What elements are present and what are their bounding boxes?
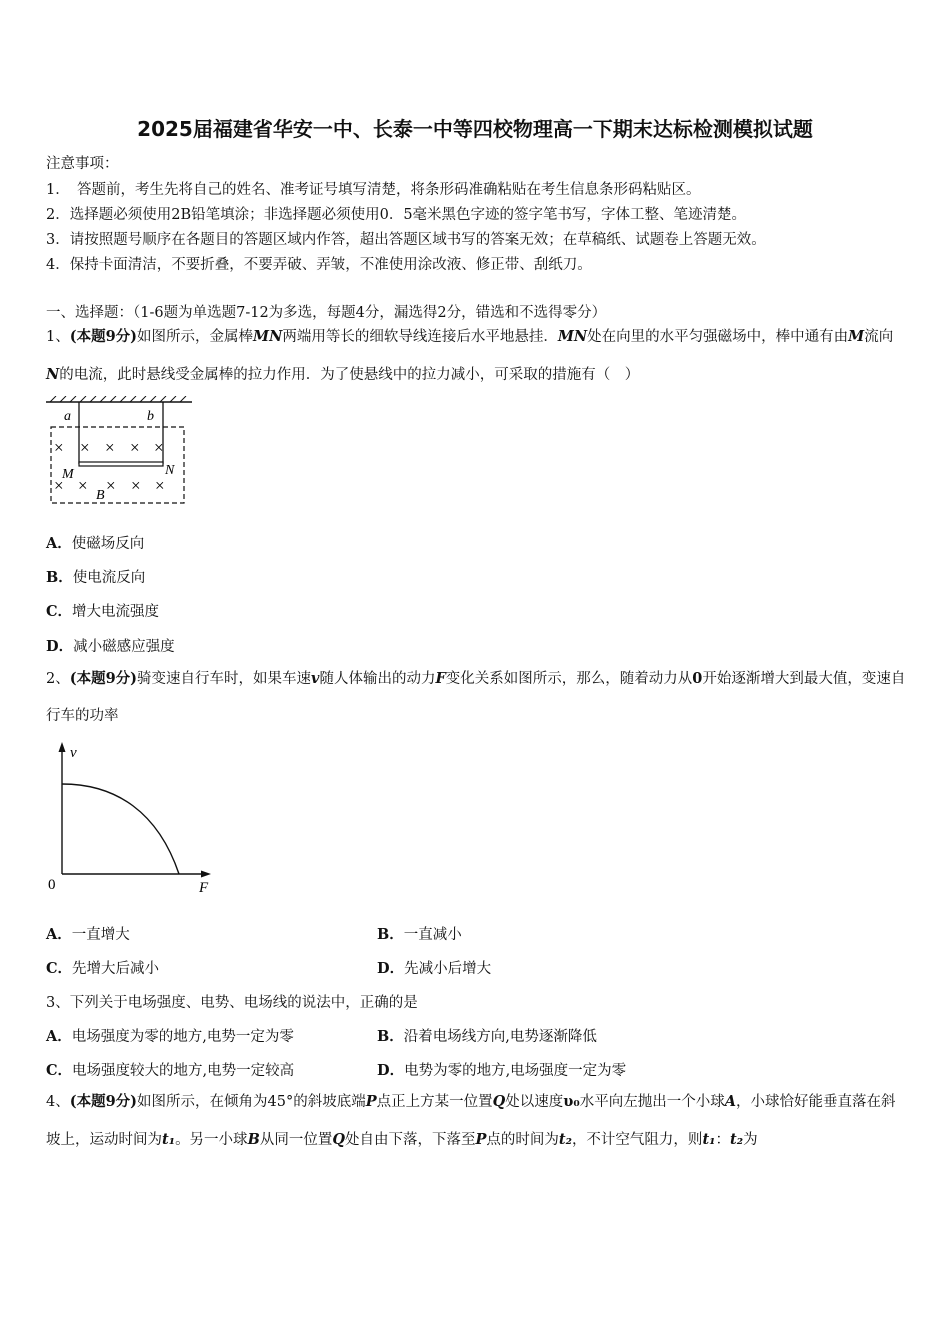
label-b: b — [147, 409, 154, 424]
origin-label: 0 — [48, 877, 56, 893]
notice-item-3: 3．请按照题号顺序在各题目的答题区域内作答，超出答题区域书写的答案无效；在草稿纸、试题卷上答题无效。 — [46, 232, 766, 248]
q2-option-a[interactable]: A．一直增大 — [46, 926, 130, 943]
field-cross: × — [105, 438, 115, 457]
question-4-text: 4、(本题9分)如图所示，在倾角为45°的斜坡底端P点正上方某一位置Q处以速度υ₀水平向左抛出一个小球A，小球恰好能垂直落在斜坡上，运动时间为t₁。另一小球B从同一位置Q处自由下落，下落至P点的时间为t₂，不计空气阻力，则t₁：t₂为 — [46, 1093, 896, 1148]
field-cross: × — [155, 476, 165, 495]
section-heading: 一、选择题：（1-6题为单选题7-12为多选，每题4分，漏选得2分，错选和不选得零分） — [46, 305, 607, 321]
magnetic-field-figure — [46, 396, 192, 508]
q2-option-c[interactable]: C．先增大后减小 — [46, 960, 160, 977]
notice-item-1: 1． 答题前，考生先将自己的姓名、准考证号填写清楚，将条形码准确粘贴在考生信息条形码粘贴区。 — [46, 182, 701, 198]
axis-label-F: F — [199, 880, 209, 896]
q3-option-b[interactable]: B．沿着电场线方向,电势逐渐降低 — [377, 1028, 597, 1045]
q2-option-b[interactable]: B．一直减小 — [377, 926, 462, 943]
velocity-force-graph — [46, 740, 218, 896]
label-B: B — [96, 488, 105, 503]
question-1-text: 1、(本题9分)如图所示，金属棒MN两端用等长的细软导线连接后水平地悬挂．MN处在向里的水平匀强磁场中，棒中通有由M流向N的电流，此时悬线受金属棒的拉力作用．为了使悬线中的拉力减小，可采取的措施有（ ） — [46, 328, 894, 383]
field-cross: × — [106, 476, 116, 495]
field-cross: × — [80, 438, 90, 457]
label-M: M — [62, 467, 74, 482]
notice-item-4: 4．保持卡面清洁，不要折叠，不要弄破、弄皱，不准使用涂改液、修正带、刮纸刀。 — [46, 257, 592, 273]
q1-option-d[interactable]: D．减小磁感应强度 — [46, 638, 175, 655]
field-cross: × — [54, 476, 64, 495]
label-N: N — [165, 463, 175, 478]
question-3-text: 3、下列关于电场强度、电势、电场线的说法中，正确的是 — [46, 995, 418, 1011]
notice-item-2: 2．选择题必须使用2B铅笔填涂；非选择题必须使用0．5毫米黑色字迹的签字笔书写，字体工整、笔迹清楚。 — [46, 207, 747, 223]
field-cross: × — [130, 438, 140, 457]
q2-option-d[interactable]: D．先减小后增大 — [377, 960, 492, 977]
field-cross: × — [131, 476, 141, 495]
field-cross: × — [154, 438, 164, 457]
axis-label-v: v — [70, 745, 77, 761]
field-cross: × — [54, 438, 64, 457]
q1-option-c[interactable]: C．增大电流强度 — [46, 603, 160, 620]
label-a: a — [64, 409, 71, 424]
q1-option-b[interactable]: B．使电流反向 — [46, 569, 146, 586]
notice-heading: 注意事项： — [46, 156, 119, 172]
page-title: 2025届福建省华安一中、长泰一中等四校物理高一下期末达标检测模拟试题 — [137, 117, 813, 141]
q3-option-c[interactable]: C．电场强度较大的地方,电势一定较高 — [46, 1062, 295, 1079]
q1-option-a[interactable]: A．使磁场反向 — [46, 535, 145, 552]
question-2-text: 2、(本题9分)骑变速自行车时，如果车速v随人体输出的动力F变化关系如图所示，那么，随着动力从0开始逐渐增大到最大值，变速自行车的功率 — [46, 670, 906, 724]
q3-option-a[interactable]: A．电场强度为零的地方,电势一定为零 — [46, 1028, 294, 1045]
field-cross: × — [78, 476, 88, 495]
q3-option-d[interactable]: D．电势为零的地方,电场强度一定为零 — [377, 1062, 627, 1079]
